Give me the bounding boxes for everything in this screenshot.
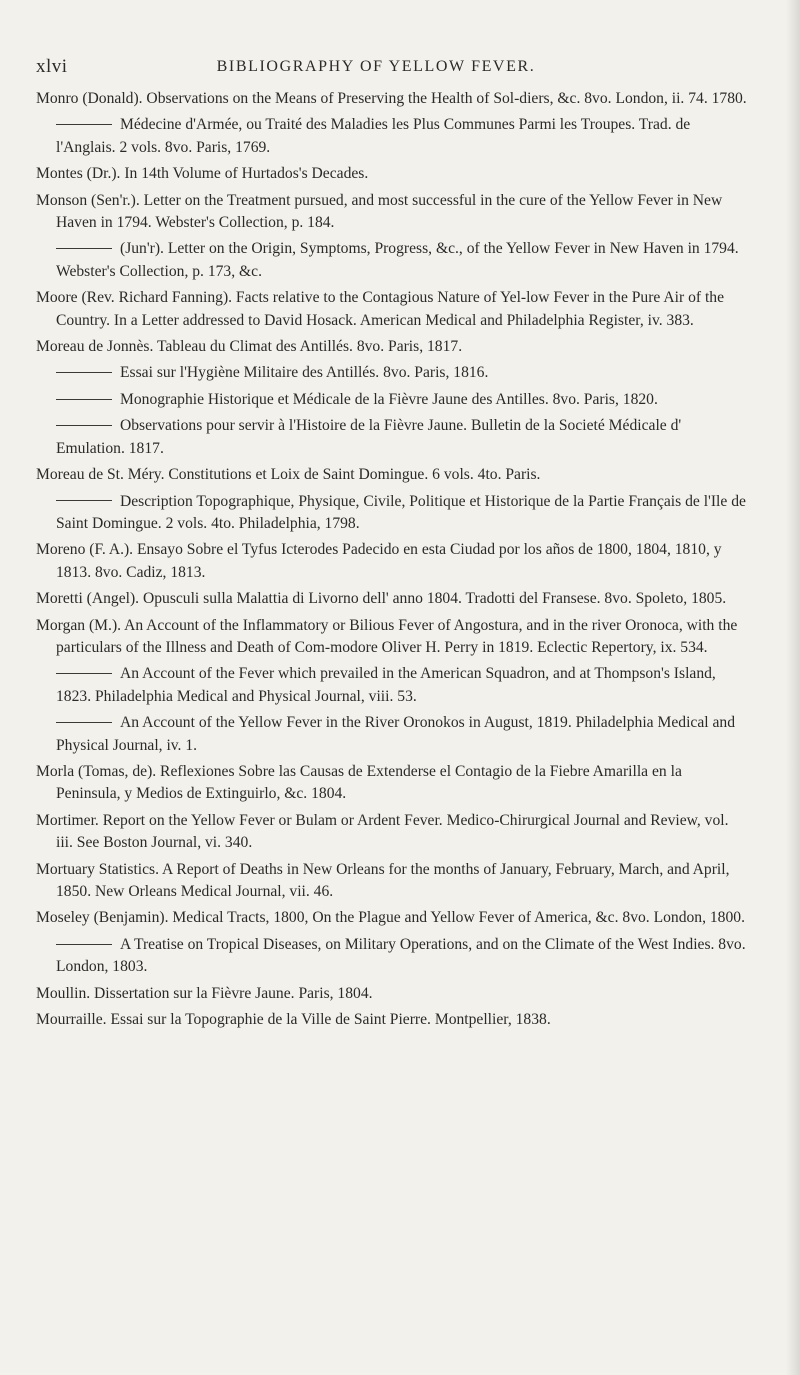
bib-entry: Moreau de Jonnès. Tableau du Climat des Antillés. 8vo. Paris, 1817.	[36, 338, 463, 356]
bib-entry: Moreno (F. A.). Ensayo Sobre el Tyfus Icterodes Padecido en esta Ciudad por los años de 1800, 1804, 1810, y 1813. 8vo. Cadiz, 1813.	[36, 541, 722, 581]
bib-entry-continuation: Observations pour servir à l'Histoire de la Fièvre Jaune. Bulletin de la Societé Médicale d' Emulation. 1817.	[56, 417, 682, 457]
bib-entry-continuation: A Treatise on Tropical Diseases, on Military Operations, and on the Climate of the West Indies. 8vo. London, 1803.	[56, 935, 746, 976]
bib-entry: Monro (Donald). Observations on the Means of Preserving the Health of Sol-diers, &c. 8vo. London, ii. 74. 1780.	[36, 90, 747, 107]
bib-entry: Moseley (Benjamin). Medical Tracts, 1800, On the Plague and Yellow Fever of America, &c. 8vo. London, 1800.	[36, 909, 745, 927]
bib-entry: Mortuary Statistics. A Report of Deaths in New Orleans for the months of January, February, March, and April, 1850. New Orleans Medical Journal, vii. 46.	[36, 860, 730, 900]
bib-entry-continuation: Monographie Historique et Médicale de la Fièvre Jaune des Antilles. 8vo. Paris, 1820.	[36, 389, 748, 411]
bib-entry: Morgan (M.). An Account of the Inflammatory or Bilious Fever of Angostura, and in the river Oronoca, with the particulars of the Illness and Death of Com-modore Oliver H. Perry in 1819. Eclectic Repertory, ix. 534.	[36, 616, 738, 656]
ditto-dash	[56, 425, 112, 426]
bib-entry-continuation: An Account of the Fever which prevailed in the American Squadron, and at Thompson's Island, 1823. Philadelphia Medical and Physical Journal, viii. 53.	[56, 665, 716, 705]
bib-entry-continuation: An Account of the Yellow Fever in the River Oronokos in August, 1819. Philadelphia Medical and Physical Journal, iv. 1.	[56, 714, 736, 754]
bib-entry: Moretti (Angel). Opusculi sulla Malattia di Livorno dell' anno 1804. Tradotti del Fransese. 8vo. Spoleto, 1805.	[36, 590, 727, 608]
bib-entry: Mourraille. Essai sur la Topographie de la Ville de Saint Pierre. Montpellier, 1838.	[36, 1011, 551, 1029]
bib-entry-continuation: (Jun'r). Letter on the Origin, Symptoms, Progress, &c., of the Yellow Fever in New Haven in 1794. Webster's Collection, p. 173, &c.	[56, 240, 739, 280]
page-number: xlvi	[36, 56, 68, 77]
bib-entry: Montes (Dr.). In 14th Volume of Hurtados's Decades.	[36, 165, 369, 183]
ditto-dash	[56, 248, 112, 249]
bibliography-list	[36, 88, 748, 1035]
page-edge	[786, 0, 800, 1375]
bib-entry-continuation: Essai sur l'Hygiène Militaire des Antillés. 8vo. Paris, 1816.	[36, 362, 748, 384]
bib-entry: Monson (Sen'r.). Letter on the Treatment pursued, and most successful in the cure of the Yellow Fever in New Haven in 1794. Webster's Collection, p. 184.	[36, 191, 723, 232]
bib-entry: Moore (Rev. Richard Fanning). Facts relative to the Contagious Nature of Yel-low Fever in the Pure Air of the Country. In a Letter addressed to David Hosack. American Medical and Philadelphia Register, iv. 383.	[36, 289, 725, 329]
bib-entry: Moullin. Dissertation sur la Fièvre Jaune. Paris, 1804.	[36, 984, 373, 1002]
ditto-dash	[56, 124, 112, 125]
ditto-dash	[56, 673, 112, 674]
bib-entry-continuation: Médecine d'Armée, ou Traité des Maladies les Plus Communes Parmi les Troupes. Trad. de l'Anglais. 2 vols. 8vo. Paris, 1769.	[56, 116, 691, 156]
ditto-dash	[56, 944, 112, 945]
ditto-dash	[56, 500, 112, 501]
bib-entry: Mortimer. Report on the Yellow Fever or Bulam or Ardent Fever. Medico-Chirurgical Journal and Review, vol. iii. See Boston Journal, vi. 340.	[36, 811, 729, 852]
ditto-dash	[56, 372, 112, 373]
running-head	[36, 56, 736, 80]
bib-entry: Moreau de St. Méry. Constitutions et Loix de Saint Domingue. 6 vols. 4to. Paris.	[36, 466, 541, 484]
bib-entry: Morla (Tomas, de). Reflexiones Sobre las Causas de Extenderse el Contagio de la Fiebre Amarilla en la Peninsula, y Medios de Extinguirlo, &c. 1804.	[36, 762, 682, 803]
ditto-dash	[56, 399, 112, 400]
ditto-dash	[56, 722, 112, 723]
bib-entry-continuation: Description Topographique, Physique, Civile, Politique et Historique de la Partie Français de l'Ile de Saint Domingue. 2 vols. 4to. Philadelphia, 1798.	[56, 492, 746, 532]
running-title: BIBLIOGRAPHY OF YELLOW FEVER.	[216, 58, 536, 75]
